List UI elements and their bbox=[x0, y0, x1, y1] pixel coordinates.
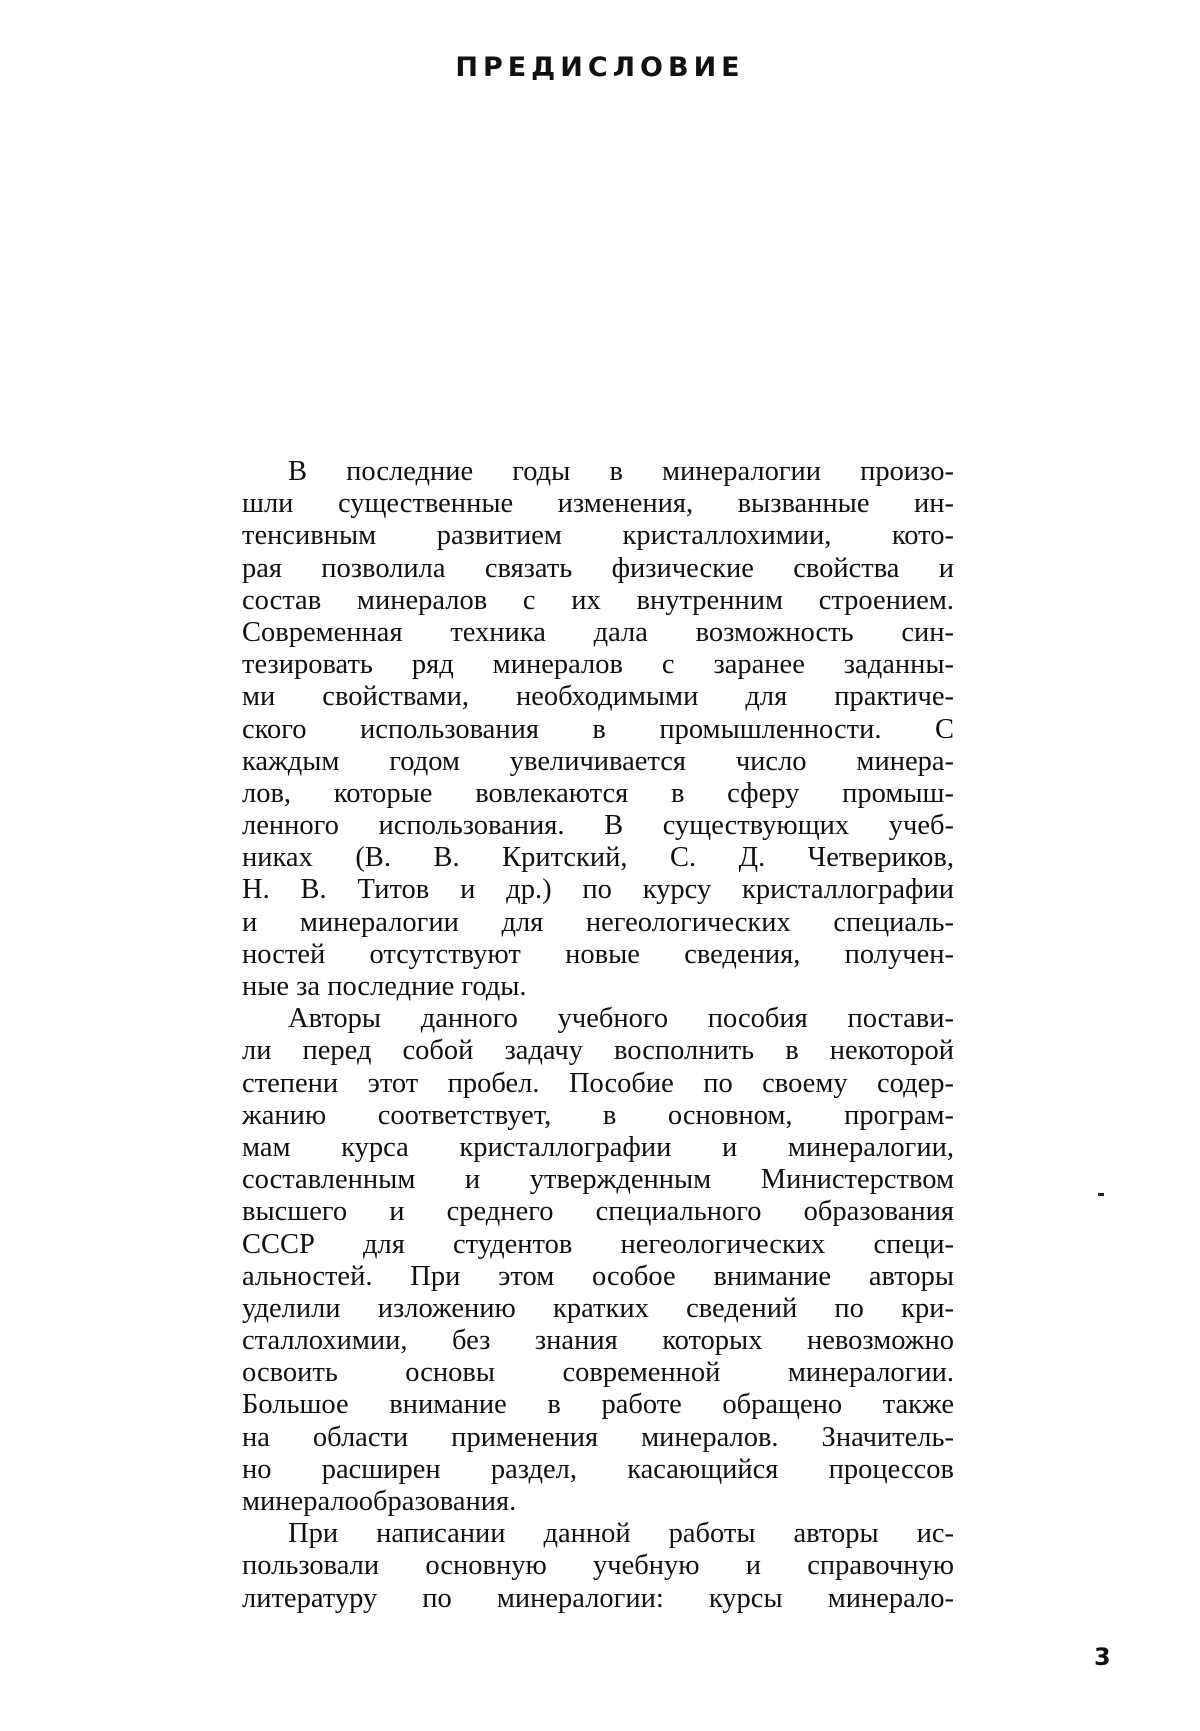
text-line: состав минералов с их внутренним строением. bbox=[242, 584, 954, 616]
text-line: ми свойствами, необходимыми для практиче- bbox=[242, 681, 954, 713]
text-line: При написании данной работы авторы ис- bbox=[288, 1518, 954, 1550]
text-line: высшего и среднего специального образования bbox=[242, 1196, 954, 1228]
text-line: на области применения минералов. Значитель- bbox=[242, 1421, 954, 1453]
text-line: Современная техника дала возможность син- bbox=[242, 616, 954, 648]
text-line: освоить основы современной минералогии. bbox=[242, 1357, 954, 1389]
text-line: жанию соответствует, в основном, програм- bbox=[242, 1099, 954, 1131]
text-line: минералообразования. bbox=[242, 1486, 517, 1517]
text-line: но расширен раздел, касающийся процессов bbox=[242, 1453, 954, 1485]
page-number: 3 bbox=[1094, 1643, 1111, 1671]
text-line: альностей. При этом особое внимание авторы bbox=[242, 1260, 954, 1292]
body-text bbox=[242, 456, 954, 1615]
text-line: ленного использования. В существующих учеб- bbox=[242, 810, 954, 842]
text-line: тезировать ряд минералов с заранее заданны- bbox=[242, 649, 954, 681]
page-title: ПРЕДИСЛОВИЕ bbox=[455, 52, 745, 83]
text-line: каждым годом увеличивается число минера- bbox=[242, 745, 954, 777]
text-line: ностей отсутствуют новые сведения, получен- bbox=[242, 938, 954, 970]
text-line: составленным и утвержденным Министерством bbox=[242, 1164, 954, 1196]
scan-speck bbox=[1098, 1193, 1104, 1196]
text-line: пользовали основную учебную и справочную bbox=[242, 1550, 954, 1582]
text-line: степени этот пробел. Пособие по своему содер- bbox=[242, 1067, 954, 1099]
text-line: ли перед собой задачу восполнить в некоторой bbox=[242, 1035, 954, 1067]
text-line: Н. В. Титов и др.) по курсу кристаллографии bbox=[242, 874, 954, 906]
text-line: никах (В. В. Критский, С. Д. Четвериков, bbox=[242, 842, 954, 874]
text-line: уделили изложению кратких сведений по кри- bbox=[242, 1292, 954, 1324]
text-line: Авторы данного учебного пособия постави- bbox=[288, 1003, 954, 1035]
text-line: СССР для студентов негеологических специ- bbox=[242, 1228, 954, 1260]
text-line: сталлохимии, без знания которых невозможно bbox=[242, 1325, 954, 1357]
text-line: тенсивным развитием кристаллохимии, кото- bbox=[242, 520, 954, 552]
text-line: мам курса кристаллографии и минералогии, bbox=[242, 1131, 954, 1163]
text-line: Большое внимание в работе обращено также bbox=[242, 1389, 954, 1421]
text-line: рая позволила связать физические свойства и bbox=[242, 552, 954, 584]
text-line: литературу по минералогии: курсы минерало- bbox=[242, 1582, 954, 1614]
text-line: лов, которые вовлекаются в сферу промыш- bbox=[242, 777, 954, 809]
text-line: и минералогии для негеологических специаль- bbox=[242, 906, 954, 938]
text-line: В последние годы в минералогии произо- bbox=[288, 456, 954, 487]
text-line: шли существенные изменения, вызванные ин- bbox=[242, 488, 954, 520]
text-line: ского использования в промышленности. С bbox=[242, 713, 954, 745]
text-line: ные за последние годы. bbox=[242, 971, 527, 1002]
